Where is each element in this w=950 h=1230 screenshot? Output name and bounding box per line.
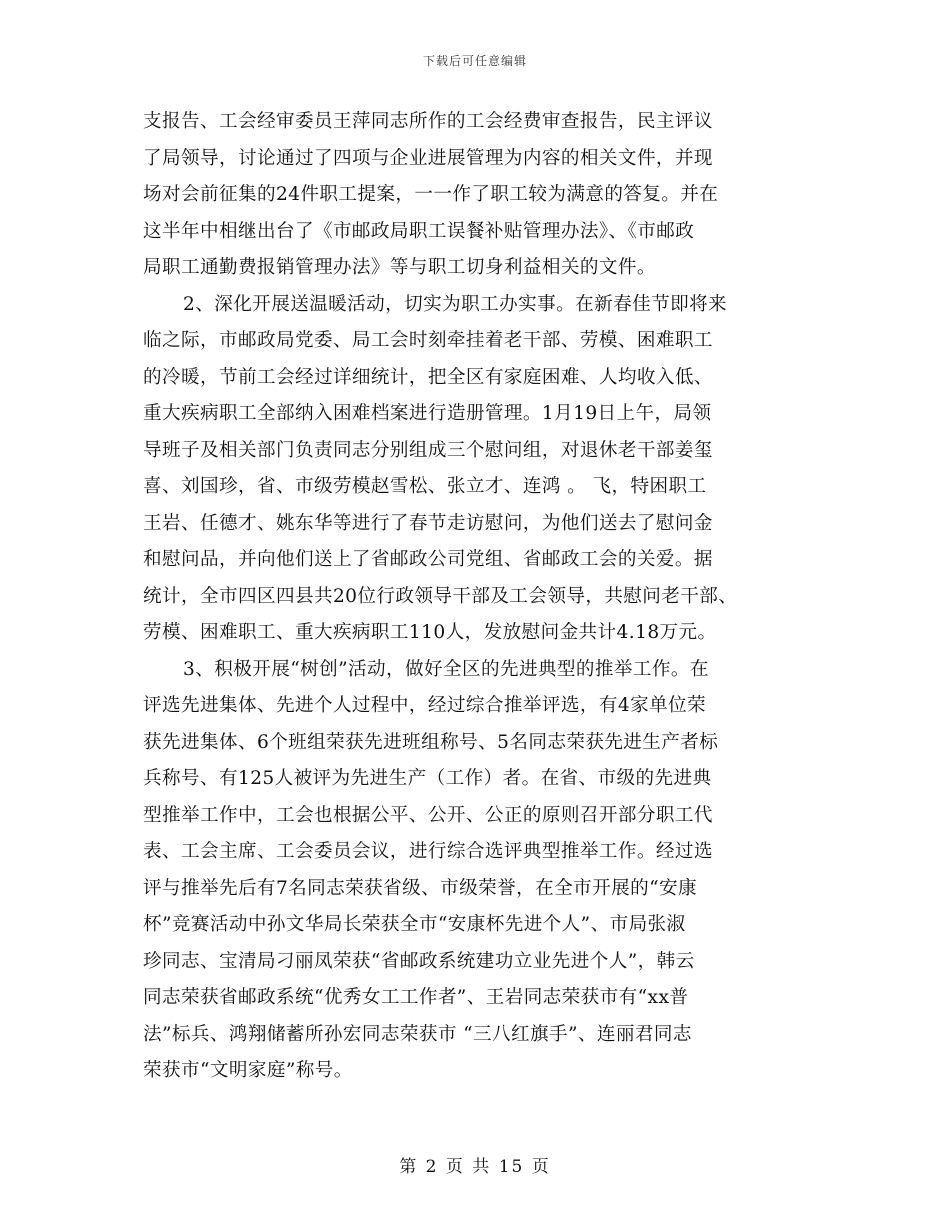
text-line: 法”标兵、鸿翔储蓄所孙宏同志荣获市 “三八红旗手”、连丽君同志	[143, 1023, 692, 1045]
text-line: 这半年中相继出台了《市邮政局职工误餐补贴管理办法》、《市邮政	[143, 220, 695, 242]
text-line: 临之际，市邮政局党委、局工会时刻牵挂着老干部、劳模、困难职工	[143, 330, 713, 351]
text-line: 支报告、工会经审委员王萍同志所作的工会经费审查报告，民主评议	[143, 111, 713, 132]
text-line: 喜、刘国珍，省、市级劳模赵雪松、张立才、连鸿 。 飞，特困职工	[143, 476, 707, 497]
text-line: 劳模、困难职工、重大疾病职工110人，发放慰问金共计4.18万元。	[143, 622, 717, 643]
text-line: 重大疾病职工全部纳入困难档案进行造册管理。1月19日上午，局领	[143, 403, 712, 424]
text-line: 兵称号、有125人被评为先进生产（工作）者。在省、市级的先进典	[143, 768, 712, 789]
text-line: 王岩、任德才、姚东华等进行了春节走访慰问，为他们送去了慰问金	[143, 512, 713, 534]
text-line: 同志荣获省邮政系统“优秀女工工作者”、王岩同志荣获市有“xx普	[143, 987, 689, 1008]
text-line: 统计，全市四区四县共20位行政领导干部及工会领导，共慰问老干部、	[143, 585, 738, 607]
text-line: 场对会前征集的24件职工提案，一一作了职工较为满意的答复。并在	[143, 184, 719, 205]
text-line: 型推举工作中，工会也根据公平、公开、公正的原则召开部分职工代	[143, 804, 713, 826]
paragraph-start-line: 3、积极开展“树创”活动，做好全区的先进典型的推举工作。在	[183, 658, 709, 680]
text-line: 导班子及相关部门负责同志分别组成三个慰问组，对退休老干部姜玺	[143, 439, 713, 461]
page-footer: 第 2 页 共 15 页	[399, 1157, 551, 1177]
text-line: 了局领导，讨论通过了四项与企业进展管理为内容的相关文件，并现	[143, 147, 713, 169]
text-line: 珍同志、宝清局刁丽凤荣获“省邮政系统建功立业先进个人”，韩云	[143, 950, 695, 972]
document-body	[143, 104, 813, 1090]
text-line: 荣获市“文明家庭”称号。	[143, 1060, 353, 1081]
text-line: 评与推举先后有7名同志荣获省级、市级荣誉，在全市开展的“安康	[143, 877, 697, 899]
text-line: 和慰问品，并向他们送上了省邮政公司党组、省邮政工会的关爱。据	[143, 549, 713, 570]
text-line: 评选先进集体、先进个人过程中，经过综合推举评选，有4家单位荣	[143, 695, 707, 716]
text-line: 局职工通勤费报销管理办法》等与职工切身利益相关的文件。	[143, 257, 656, 278]
text-line: 获先进集体、6个班组荣获先进班组称号、5名同志荣获先进生产者标	[143, 731, 719, 753]
page-header: 下载后可任意编辑	[422, 54, 527, 68]
text-line: 的冷暖，节前工会经过详细统计，把全区有家庭困难、人均收入低、	[143, 366, 713, 388]
text-line: 杯”竞赛活动中孙文华局长荣获全市“安康杯先进个人”、市局张淑	[143, 914, 686, 935]
text-line: 表、工会主席、工会委员会议，进行综合选评典型推举工作。经过选	[143, 841, 713, 862]
paragraph-start-line: 2、深化开展送温暖活动，切实为职工办实事。在新春佳节即将来	[183, 293, 728, 315]
